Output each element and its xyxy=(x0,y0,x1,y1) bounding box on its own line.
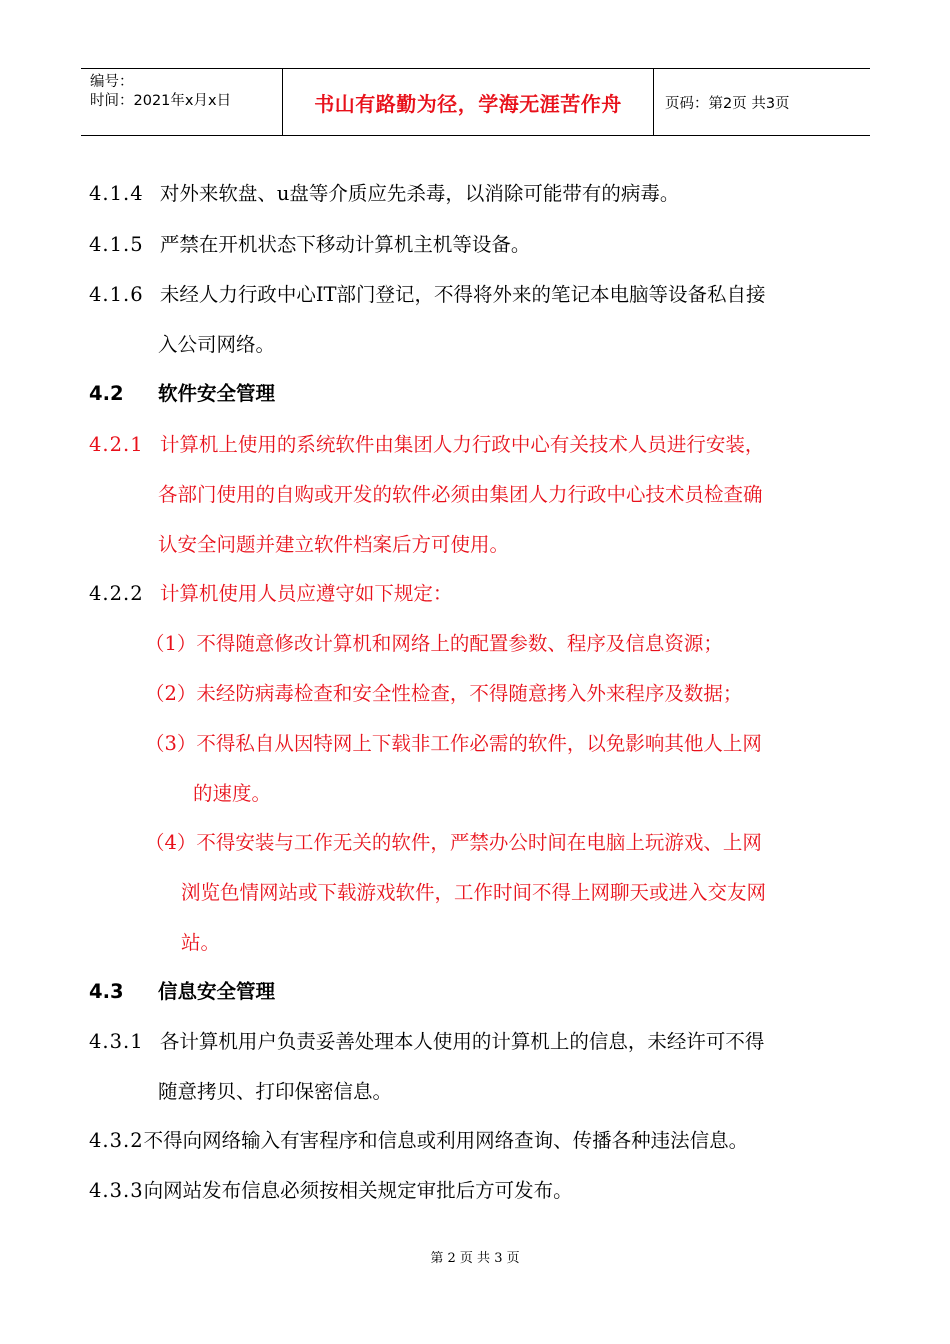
clause-4-1-5 xyxy=(89,232,530,258)
clause-4-2-2 xyxy=(89,581,452,607)
rule-item-continuation: 的速度。 xyxy=(193,782,272,805)
section-4-2 xyxy=(89,381,276,407)
section-4-3 xyxy=(89,979,276,1005)
clause-continuation: 各部门使用的自购或开发的软件必须由集团人力行政中心技术员检查确 xyxy=(158,483,763,506)
page-footer: 第 2 页 共 3 页 xyxy=(430,1251,520,1266)
clause-number: 4.3.1 xyxy=(89,1030,144,1053)
rule-item-2: （2）未经防病毒检查和安全性检查，不得随意拷入外来程序及数据； xyxy=(145,682,743,705)
clause-text: 未经人力行政中心IT部门登记，不得将外来的笔记本电脑等设备私自接 xyxy=(159,283,766,306)
clause-continuation: 入公司网络。 xyxy=(158,333,276,356)
clause-text: 严禁在开机状态下移动计算机主机等设备。 xyxy=(159,233,531,256)
page-header xyxy=(81,68,870,136)
header-motto-cell xyxy=(283,69,654,135)
clause-4-3-1 xyxy=(89,1029,764,1055)
section-title: 软件安全管理 xyxy=(158,382,276,405)
clause-4-3-2 xyxy=(89,1128,748,1154)
clause-text: 计算机上使用的系统软件由集团人力行政中心有关技术人员进行安装， xyxy=(159,433,765,456)
rule-item-4: （4）不得安装与工作无关的软件，严禁办公时间在电脑上玩游戏、上网 xyxy=(145,831,762,854)
clause-number: 4.1.4 xyxy=(89,182,144,205)
clause-text: 向网站发布信息必须按相关规定审批后方可发布。 xyxy=(143,1179,573,1202)
rule-item-continuation: 站。 xyxy=(181,931,221,954)
rule-item-1: （1）不得随意修改计算机和网络上的配置参数、程序及信息资源； xyxy=(145,632,723,655)
clause-number: 4.3.3 xyxy=(89,1179,144,1202)
clause-text: 计算机使用人员应遵守如下规定： xyxy=(159,582,453,605)
clause-4-2-1 xyxy=(89,432,764,458)
clause-continuation: 认安全问题并建立软件档案后方可使用。 xyxy=(158,533,510,556)
code-label: 编号： xyxy=(90,74,134,90)
clause-4-1-6 xyxy=(89,282,766,308)
clause-number: 4.1.5 xyxy=(89,233,144,256)
rule-item-continuation: 浏览色情网站或下载游戏软件，工作时间不得上网聊天或进入交友网 xyxy=(181,881,767,904)
clause-number: 4.2.1 xyxy=(89,433,144,456)
time-label: 时间：2021年x月x日 xyxy=(90,93,232,109)
clause-text: 对外来软盘、u盘等介质应先杀毒，以消除可能带有的病毒。 xyxy=(159,182,680,205)
section-number: 4.3 xyxy=(89,980,124,1003)
header-info-cell xyxy=(81,69,283,135)
motto: 书山有路勤为径，学海无涯苦作舟 xyxy=(314,91,622,116)
clause-4-3-3 xyxy=(89,1178,573,1204)
clause-number: 4.3.2 xyxy=(89,1129,144,1152)
clause-4-1-4 xyxy=(89,181,679,207)
section-number: 4.2 xyxy=(89,382,124,405)
section-title: 信息安全管理 xyxy=(158,980,276,1003)
rule-item-3: （3）不得私自从因特网上下载非工作必需的软件，以免影响其他人上网 xyxy=(145,732,762,755)
page-label: 页码：第2页 共3页 xyxy=(665,95,790,112)
clause-number: 4.1.6 xyxy=(89,283,144,306)
clause-text: 不得向网络输入有害程序和信息或利用网络查询、传播各种违法信息。 xyxy=(143,1129,749,1152)
clause-text: 各计算机用户负责妥善处理本人使用的计算机上的信息，未经许可不得 xyxy=(159,1030,765,1053)
clause-number: 4.2.2 xyxy=(89,582,144,605)
clause-continuation: 随意拷贝、打印保密信息。 xyxy=(158,1080,393,1103)
header-page-cell xyxy=(654,69,870,135)
